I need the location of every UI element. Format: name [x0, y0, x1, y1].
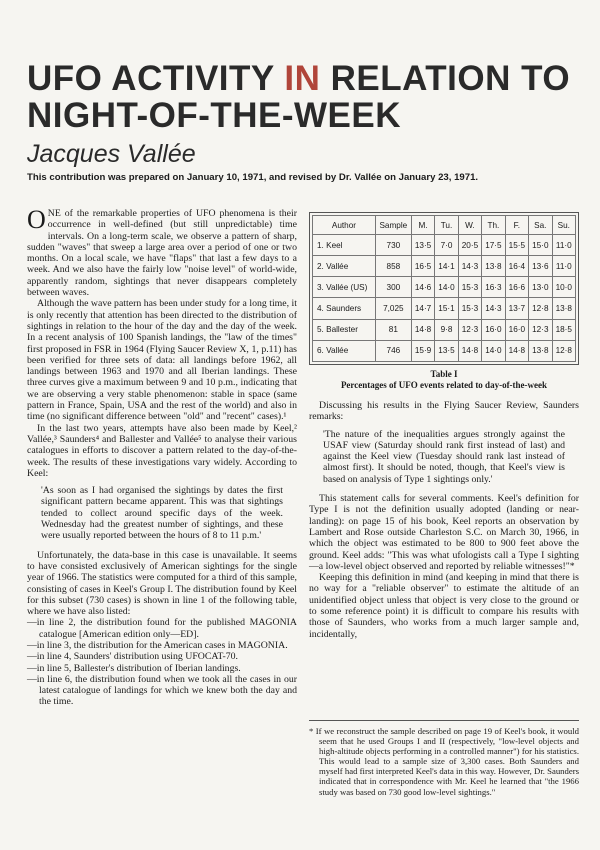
table-cell: 15·1	[435, 298, 458, 319]
table-cell: 13·8	[482, 256, 505, 277]
table-cell: 16·3	[482, 277, 505, 298]
table-cell: 13·0	[529, 277, 552, 298]
list-item: —in line 3, the distribution for the American cases in MAGONIA.	[27, 639, 288, 651]
header-tue: Tu.	[435, 216, 458, 235]
left-column	[27, 205, 297, 708]
table-cell: 730	[375, 235, 411, 256]
table-cell: 14·3	[482, 298, 505, 319]
table-cell: 15·3	[458, 277, 481, 298]
article-note: This contribution was prepared on January 10, 1971, and revised by Dr. Vallée on January 23, 1971.	[27, 172, 479, 183]
table-cell: 14·8	[411, 319, 434, 340]
table-cell: 12·3	[529, 319, 552, 340]
table-cell: 13·6	[529, 256, 552, 277]
table-cell: 15·9	[411, 340, 434, 361]
header-mon: M.	[411, 216, 434, 235]
table-cell: 14·6	[411, 277, 434, 298]
paragraph-4: Unfortunately, the data-base in this case is unavailable. It seems to have consisted exclusively of American sightings for the single year of 1966. The statistics were computed for a third of this sample, consisting of cases in Keel's Group I. The distribution found by Keel for this subset (730 cases) is shown in line 1 of the following table, where we have also listed:	[27, 549, 297, 618]
header-wed: W.	[458, 216, 481, 235]
table-cell: 14·1	[435, 256, 458, 277]
title-part-1: UFO ACTIVITY	[27, 59, 285, 98]
article-author: Jacques Vallée	[27, 140, 196, 168]
table-cell: 16·6	[505, 277, 528, 298]
footnote-text: * If we reconstruct the sample described on page 19 of Keel's book, it would seem that he used Groups I and II (respectively, "low-level objects and high-altitude objects performing in a controlled manner") for his statistics. This would lead to a sample size of 3,300 cases. Both Saunders and myself had first interpreted Keel's data in this way. However, Dr. Saunders indicated that in correspondence with Mr. Keel he learned that "the 1966 study was based on 730 good low-level sightings."	[309, 726, 579, 797]
table-cell: 7,025	[375, 298, 411, 319]
table-cell: 14·8	[505, 340, 528, 361]
drop-cap: O	[27, 205, 46, 234]
table-row	[313, 235, 576, 256]
right-paragraph-3: Keeping this definition in mind (and keeping in mind that there is no way for a "reliable observer" to estimate the altitude of an unidentified object unless that object is very close to the ground or to some reference point) it is difficult to compare his results with those of Saunders, who works from a much larger sample and, incidentally,	[309, 572, 579, 640]
paragraph-2: Although the wave pattern has been under study for a long time, it is only recently that attention has been directed to the distribution of sightings in relation to the hour of the day and the day of the week. In a recent analysis of 100 Spanish landings, the "law of the times" first proposed in FSR in 1964 (Flying Saucer Review X, 1, p.11) has been verified for three sets of data: all landings before 1962, all landings between 1963 and 1970 and all Iberian landings. These three curves give a maximum between 9 and 10 p.m., indicating that we are observing a very stable phenomenon: stable in space (same pattern in France, Spain, USA and the rest of the world) and also in time (no significant difference between "old" and "recent" cases).¹	[27, 298, 297, 423]
footnote-rule	[309, 720, 579, 721]
table-cell-author: 6. Vallée	[313, 340, 376, 361]
table-cell: 17·5	[482, 235, 505, 256]
title-part-2: IN	[284, 59, 321, 98]
table-cell: 16·0	[482, 319, 505, 340]
table-cell: 20·5	[458, 235, 481, 256]
table-row	[313, 256, 576, 277]
line-list	[27, 617, 297, 707]
footnote	[309, 726, 579, 797]
table-cell: 81	[375, 319, 411, 340]
header-author: Author	[313, 216, 376, 235]
header-sun: Su.	[552, 216, 575, 235]
table-cell: 14·0	[435, 277, 458, 298]
table-cell: 13·5	[411, 235, 434, 256]
table-cell: 11·0	[552, 256, 575, 277]
header-thu: Th.	[482, 216, 505, 235]
table-cell-author: 3. Vallée (US)	[313, 277, 376, 298]
table-cell: 13·7	[505, 298, 528, 319]
caption-title: Table I	[430, 369, 458, 379]
list-item: —in line 2, the distribution found for the published MAGONIA catalogue [American edition only—ED].	[27, 617, 297, 640]
table-cell: 16·4	[505, 256, 528, 277]
table-cell: 14·8	[458, 340, 481, 361]
table-row	[313, 277, 576, 298]
table-cell-author: 4. Saunders	[313, 298, 376, 319]
table-cell: 15·5	[505, 235, 528, 256]
title-part-3: RELATION TO NIGHT-OF-THE-WEEK	[27, 59, 571, 135]
table-cell: 746	[375, 340, 411, 361]
table-cell: 12·8	[552, 340, 575, 361]
table-row	[313, 319, 576, 340]
table-cell: 9·8	[435, 319, 458, 340]
header-fri: F.	[505, 216, 528, 235]
list-item: —in line 6, the distribution found when we took all the cases in our latest catalogue of landings for which we knew both the day and the time.	[27, 673, 297, 708]
table-cell: 300	[375, 277, 411, 298]
table-cell: 7·0	[435, 235, 458, 256]
table-cell: 13·8	[552, 298, 575, 319]
table-cell: 14·0	[482, 340, 505, 361]
table-row	[313, 298, 576, 319]
paragraph-1-text: NE of the remarkable properties of UFO phenomena is their occurrence in well-defined (but still unpredictable) time intervals. On a long-term scale, we observe a pattern of sharp, sudden "waves" that sweep a large area over a period of one or two months. On a local scale, we have "flaps" that last a few days to a week. And we also have the fairly low "noise level" of world-wide, apparently random, sightings that never disappears completely between waves.	[27, 208, 297, 299]
right-paragraph-1: Discussing his results in the Flying Saucer Review, Saunders remarks:	[309, 400, 579, 423]
paragraph-3: In the last two years, attempts have also been made by Keel,² Vallée,³ Saunders⁴ and Ballester and Vallée⁵ to analyse their various catalogues in efforts to discover a pattern related to the day-of-the-week. The results of these investigations vary widely. According to Keel:	[27, 422, 297, 479]
day-of-week-table	[312, 215, 576, 362]
table-body	[313, 235, 576, 362]
table-caption	[309, 369, 579, 390]
table-row	[313, 340, 576, 361]
table-cell: 10·0	[552, 277, 575, 298]
table-cell: 16·5	[411, 256, 434, 277]
table-cell: 11·0	[552, 235, 575, 256]
article-title	[27, 60, 587, 134]
table-cell: 13·8	[529, 340, 552, 361]
table-header-row	[313, 216, 576, 235]
right-column	[309, 400, 579, 640]
table-cell: 18·5	[552, 319, 575, 340]
list-item: —in line 4, Saunders' distribution using UFOCAT-70.	[27, 651, 238, 663]
table-cell: 16·0	[505, 319, 528, 340]
right-paragraph-2: This statement calls for several comments. Keel's definition for Type I is not the definition usually adopted (landing or near-landing): on page 15 of his book, Keel reports an observation by Lambert and Rose outside Charleston S.C. on March 30, 1966, in which the object was estimated to be 800 to 900 feet above the ground. Keel adds: "This was what ufologists call a Type I sighting—a low-level object observed and reported by reliable witnesses!"*	[309, 493, 579, 572]
table-cell: 12·3	[458, 319, 481, 340]
table-cell: 12·8	[529, 298, 552, 319]
table-cell-author: 2. Vallée	[313, 256, 376, 277]
table-cell: 14·7	[411, 298, 434, 319]
list-item: —in line 5, Ballester's distribution of Iberian landings.	[27, 662, 241, 674]
caption-text: Percentages of UFO events related to day-of-the-week	[340, 379, 548, 390]
header-sample: Sample	[375, 216, 411, 235]
header-sat: Sa.	[529, 216, 552, 235]
saunders-quote: 'The nature of the inequalities argues strongly against the USAF view (Saturday should rank first instead of last) and against the Keel view (Tuesday should rank last instead of almost first). It should be noted, though, that Keel's view is based on analysis of Type 1 sightings only.'	[323, 428, 565, 485]
paragraph-1	[27, 205, 297, 299]
table-cell: 13·5	[435, 340, 458, 361]
data-table-frame	[309, 212, 579, 365]
keel-quote: 'As soon as I had organised the sightings by dates the first significant pattern became apparent. This was that sightings tended to collect around specific days of the week. Wednesday had the greatest number of sightings, and these were usually reported between the hours of 8 to 11 p.m.'	[41, 485, 283, 542]
table-cell: 858	[375, 256, 411, 277]
table-cell: 15·3	[458, 298, 481, 319]
table-cell: 14·3	[458, 256, 481, 277]
table-cell-author: 5. Ballester	[313, 319, 376, 340]
table-cell: 15·0	[529, 235, 552, 256]
table-cell-author: 1. Keel	[313, 235, 376, 256]
